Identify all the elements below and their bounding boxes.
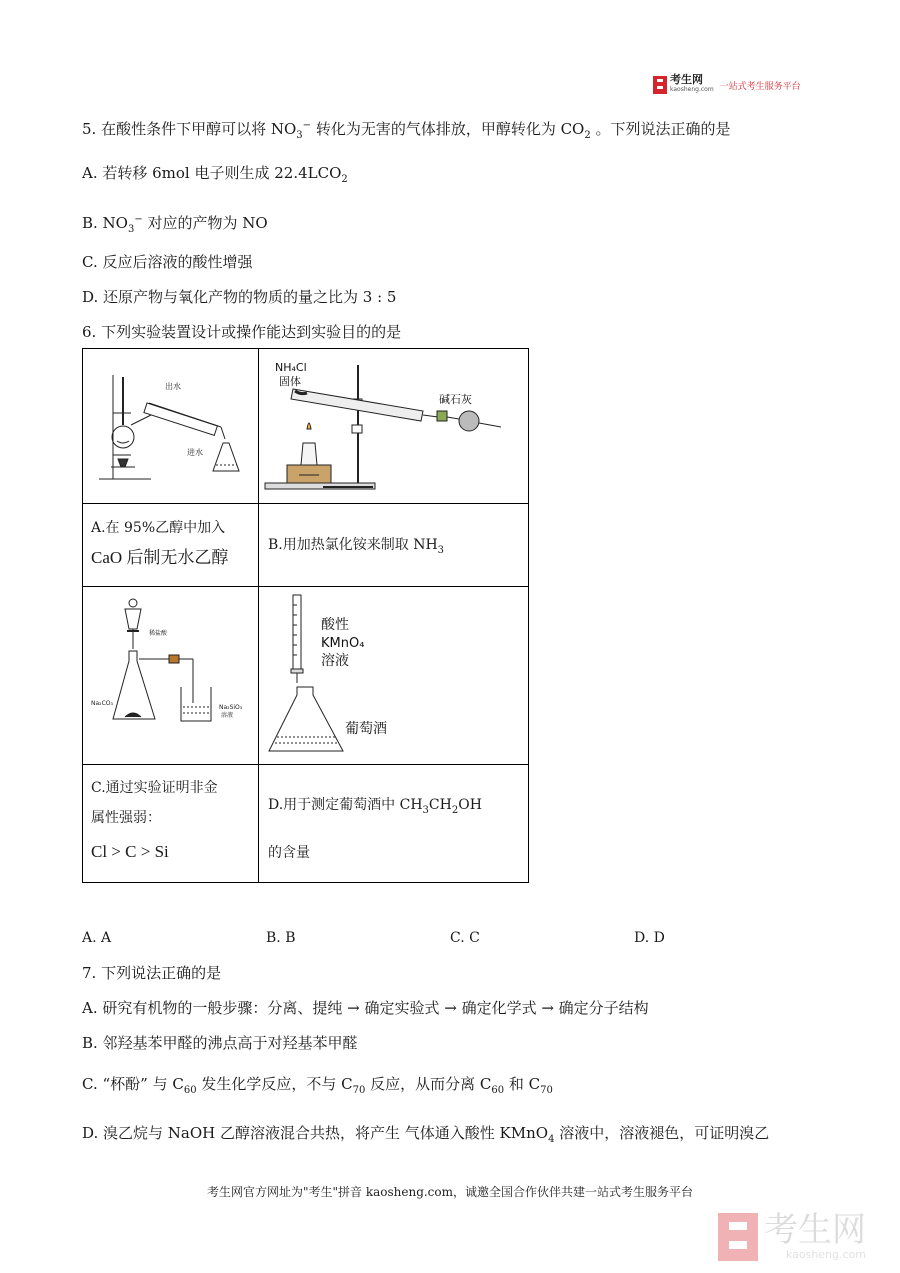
- q5-option-c: C. 反应后溶液的酸性增强: [82, 253, 253, 271]
- out-water-label: 出水: [165, 382, 181, 391]
- q6-choice-d[interactable]: D. D: [634, 930, 665, 946]
- option-a-line2: CaO 后制无水乙醇: [91, 548, 229, 567]
- kmno4-label: KMnO₄: [321, 636, 365, 651]
- option-c-cell: [91, 773, 218, 867]
- option-c-line2: 属性强弱：: [91, 810, 161, 826]
- q5-option-d: D. 还原产物与氧化产物的物质的量之比为 3 : 5: [82, 288, 397, 306]
- q7-option-c: C. “杯酚” 与 $C_{60}$ 发生化学反应，不与 $C_{70}$ 反应，从而分离 $C_{60}$ 和 $C_{70}$: [82, 1075, 553, 1096]
- q7-stem: 7. 下列说法正确的是: [82, 964, 222, 982]
- option-c-line3: Cl > C > Si: [91, 842, 169, 861]
- logo-slogan: 一站式考生服务平台: [719, 81, 801, 92]
- soda-lime-label: 碱石灰: [439, 393, 472, 406]
- watermark: [718, 1212, 866, 1261]
- ammonium-chloride-heating-figure: [263, 355, 525, 499]
- option-a-line1: A.在 95%乙醇中加入: [91, 520, 226, 536]
- distillation-apparatus-figure: [91, 367, 251, 487]
- acid-strength-apparatus-figure: [89, 591, 254, 756]
- na2co3-label: Na₂CO₃: [91, 700, 113, 707]
- q5-stem: 5. 在酸性条件下甲醇可以将 $NO_3^-$ 转化为无害的气体排放，甲醇转化为 $CO_2$ 。下列说法正确的是: [82, 120, 731, 141]
- option-d-line1: D.用于测定葡萄酒中 $CH_3CH_2OH$: [268, 797, 482, 816]
- option-a-cell: [91, 513, 228, 573]
- option-d-cell: [268, 790, 482, 868]
- titration-apparatus-figure: [263, 591, 525, 759]
- q6-choice-a[interactable]: A. A: [82, 930, 112, 946]
- q6-table: [82, 348, 529, 883]
- logo-name: 考生网: [670, 73, 703, 86]
- watermark-logo-icon: [718, 1213, 758, 1261]
- option-d-line2: 的含量: [268, 844, 310, 861]
- watermark-site: kaosheng.com: [785, 1248, 866, 1261]
- solid-label: 固体: [279, 375, 301, 388]
- q5-option-a: A. 若转移 6mol 电子则生成 $22.4LCO_2$: [82, 164, 348, 185]
- option-c-line1: C.通过实验证明非金: [91, 780, 218, 796]
- dilute-hcl-label: 稀盐酸: [149, 630, 168, 637]
- q7-option-b: B. 邻羟基苯甲醛的沸点高于对羟基苯甲醛: [82, 1034, 358, 1052]
- na2sio3-label: Na₂SiO₃: [219, 704, 243, 711]
- nh4cl-label: NH₄Cl: [275, 361, 307, 374]
- q6-choice-c[interactable]: C. C: [450, 930, 480, 946]
- kaosheng-logo-icon: [653, 76, 667, 94]
- logo-site: kaosheng.com: [670, 86, 714, 93]
- wine-label: 葡萄酒: [345, 721, 387, 737]
- header-logo: [653, 74, 801, 96]
- q5-option-b: B. $NO_3^-$ 对应的产物为 NO: [82, 214, 268, 235]
- solution-label-d: 溶液: [321, 653, 349, 669]
- watermark-name: 考生网: [764, 1210, 866, 1250]
- acidic-label: 酸性: [321, 617, 349, 633]
- q6-stem: 6. 下列实验装置设计或操作能达到实验目的的是: [82, 323, 402, 341]
- option-b-cell: B.用加热氯化铵来制取 $NH_3$: [268, 537, 445, 556]
- q7-option-a: A. 研究有机物的一般步骤：分离、提纯 → 确定实验式 → 确定化学式 → 确定分子结构: [82, 999, 649, 1017]
- q7-option-d: D. 溴乙烷与 NaOH 乙醇溶液混合共热，将产生 气体通入酸性 KMnO$_4$ 溶液中，溶液褪色，可证明溴乙: [82, 1124, 770, 1145]
- page-footer: 考生网官方网址为"考生"拼音 kaosheng.com，诚邀全国合作伙伴共建一站式考生服务平台: [206, 1185, 694, 1199]
- in-water-label: 进水: [187, 448, 203, 457]
- solution-label-c: 溶液: [221, 712, 234, 719]
- q6-choice-b[interactable]: B. B: [266, 930, 296, 946]
